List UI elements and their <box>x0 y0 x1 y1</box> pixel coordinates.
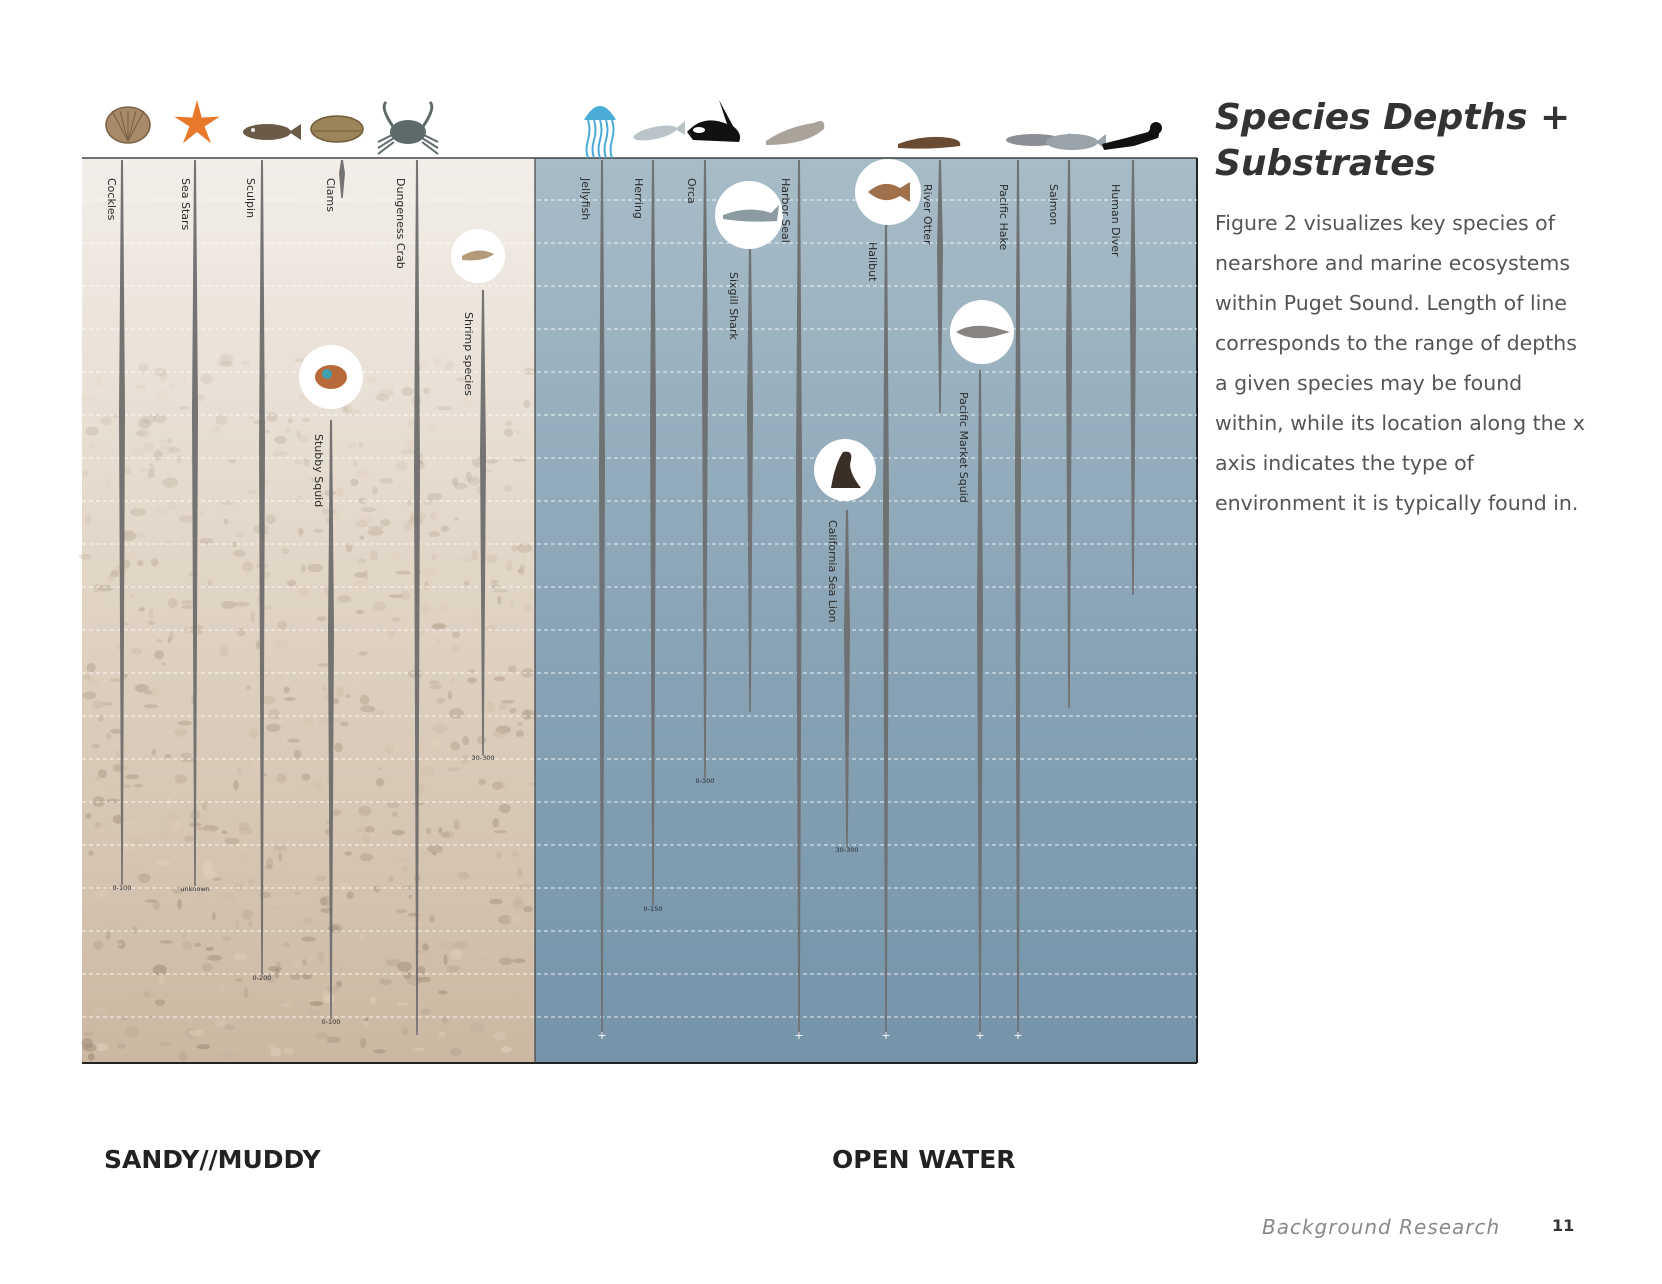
species-name-label: Sixgill Shark <box>727 272 740 340</box>
stubby-squid-icon <box>299 345 363 409</box>
species-name-label: Clams <box>324 178 337 212</box>
depth-range-label: 0-300 <box>695 777 715 785</box>
clam-icon <box>311 116 363 142</box>
species-name-label: Stubby Squid <box>312 434 325 508</box>
depth-range-label: + <box>794 1029 804 1042</box>
salmon-icon <box>1046 134 1106 150</box>
species-name-label: California Sea Lion <box>826 520 839 623</box>
species-name-label: River Otter <box>921 184 934 245</box>
halibut-icon <box>855 159 921 225</box>
species-name-label: Sea Stars <box>179 178 192 231</box>
river-otter-icon <box>898 137 960 149</box>
open-water-panel <box>535 158 1197 1063</box>
species-name-label: Shrimp species <box>462 312 475 396</box>
depth-range-label: + <box>1013 1029 1023 1042</box>
species-name-label: Jellyfish <box>579 178 592 221</box>
sculpin-fish-icon <box>243 124 301 140</box>
herring-icon <box>632 121 685 143</box>
sea-lion-icon <box>814 439 876 501</box>
zone-label-sandy: SANDY//MUDDY <box>104 1145 321 1174</box>
species-name-label: Herring <box>632 178 645 219</box>
species-name-label: Cockles <box>105 178 118 221</box>
market-squid-icon <box>950 300 1014 364</box>
species-name-label: Pacific Hake <box>997 184 1010 251</box>
page-number: 11 <box>1552 1216 1575 1235</box>
depth-range-label: 0-150 <box>643 905 663 913</box>
depth-range-label: + <box>881 1029 891 1042</box>
footer-section-title: Background Research <box>1262 1215 1501 1239</box>
species-name-label: Dungeness Crab <box>394 178 407 269</box>
harbor-seal-icon <box>766 121 824 145</box>
zone-label-open-water: OPEN WATER <box>832 1145 1016 1174</box>
depth-range-label: 30-300 <box>471 754 495 762</box>
human-diver-icon <box>1102 122 1162 150</box>
jellyfish-icon <box>584 106 616 158</box>
species-name-label: Salmon <box>1047 184 1060 226</box>
depth-range-label: 0-100 <box>321 1018 341 1026</box>
figure-description: Figure 2 visualizes key species of nearshore and marine ecosystems within Puget Sound. Length of line corresponds to the range of depths a given species may be found within, while its location along the x axis indicates the type of environment it is typically found in. <box>1215 211 1585 515</box>
depth-range-label: 30-300 <box>835 846 859 854</box>
shrimp-icon <box>451 229 505 283</box>
depth-range-label: 0-100 <box>112 884 132 892</box>
page-title: Species Depths + Substrates <box>1215 97 1571 184</box>
species-name-label: Halibut <box>866 242 879 282</box>
depth-range-label: + <box>597 1029 607 1042</box>
depth-range-label: unknown <box>180 885 210 893</box>
orca-icon <box>687 100 740 142</box>
depth-range-label: + <box>975 1029 985 1042</box>
species-name-label: Sculpin <box>244 178 257 219</box>
species-name-label: Pacific Market Squid <box>957 392 970 503</box>
sea-star-icon <box>174 100 220 143</box>
sixgill-shark-icon <box>715 181 783 249</box>
species-name-label: Harbor Seal <box>779 178 792 243</box>
species-name-label: Human Diver <box>1109 184 1122 257</box>
crab-icon <box>378 102 438 154</box>
depth-range-label: 0-200 <box>252 974 272 982</box>
cockle-shell-icon <box>106 107 150 143</box>
species-name-label: Orca <box>685 178 698 204</box>
